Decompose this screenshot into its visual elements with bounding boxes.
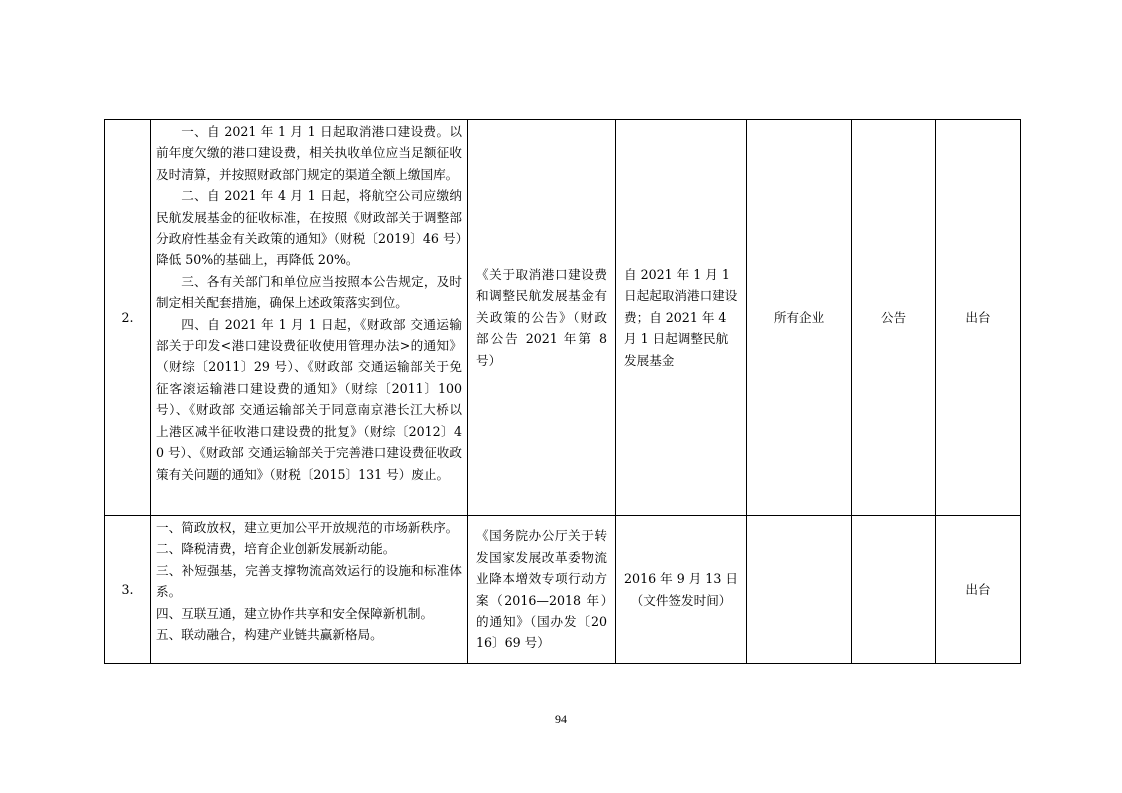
policy-content-cell [151,516,468,664]
table-row [105,516,1021,664]
policy-paragraph: 二、降税清费，培育企业创新发展新动能。 [156,541,396,557]
applicable-target [747,516,852,664]
applicable-target: 所有企业 [747,120,852,516]
policy-form [852,516,936,664]
page-number: 94 [555,712,567,726]
effective-time: 自 2021 年 1 月 1 日起起取消港口建设费；自 2021 年 4 月 1 日起调整民航发展基金 [616,120,747,516]
policy-content-cell [151,120,468,516]
policy-table [104,119,1021,664]
policy-basis: 《关于取消港口建设费和调整民航发展基金有关政策的公告》（财政部公告 2021 年第 8 号） [468,120,616,516]
effective-time: 2016 年 9 月 13 日（文件签发时间） [616,516,747,664]
policy-paragraph: 四、自 2021 年 1 月 1 日起，《财政部 交通运输部关于印发<港口建设费征收使用管理办法>的通知》（财综〔2011〕29 号）、《财政部 交通运输部关于免征客滚运输港口建设费的通知》（财综〔2011〕100 号）、《财政部 交通运输部关于同意南京港长江大桥以上港区减半征收港口建设费的批复》（财综〔2012〕40 号）、《财政部 交通运输部关于完善港口建设费征收政策有关问题的通知》（财税〔2015〕131 号）废止。 [156,316,462,482]
policy-paragraph: 三、补短强基，完善支撑物流高效运行的设施和标准体系。 [156,562,462,600]
policy-status: 出台 [936,120,1021,516]
row-number: 3. [105,516,151,664]
policy-status: 出台 [936,516,1021,664]
row-number: 2. [105,120,151,516]
policy-paragraph: 三、各有关部门和单位应当按照本公告规定，及时制定相关配套措施，确保上述政策落实到位。 [156,273,462,311]
policy-paragraph: 四、互联互通，建立协作共享和安全保障新机制。 [156,605,434,621]
policy-paragraph: 一、自 2021 年 1 月 1 日起取消港口建设费。以前年度欠缴的港口建设费，相关执收单位应当足额征收及时清算，并按照财政部门规定的渠道全额上缴国库。 [156,124,462,182]
policy-paragraph: 一、简政放权，建立更加公平开放规范的市场新秩序。 [156,520,459,535]
table-row [105,120,1021,516]
policy-basis: 《国务院办公厅关于转发国家发展改革委物流业降本增效专项行动方案（2016—2018 年）的通知》（国办发〔2016〕69 号） [468,516,616,664]
policy-paragraph: 二、自 2021 年 4 月 1 日起，将航空公司应缴纳民航发展基金的征收标准，在按照《财政部关于调整部分政府性基金有关政策的通知》（财税〔2019〕46 号）降低 50%的基础上，再降低 20%。 [156,188,462,268]
policy-paragraph: 五、联动融合，构建产业链共赢新格局。 [156,627,383,643]
policy-form: 公告 [852,120,936,516]
